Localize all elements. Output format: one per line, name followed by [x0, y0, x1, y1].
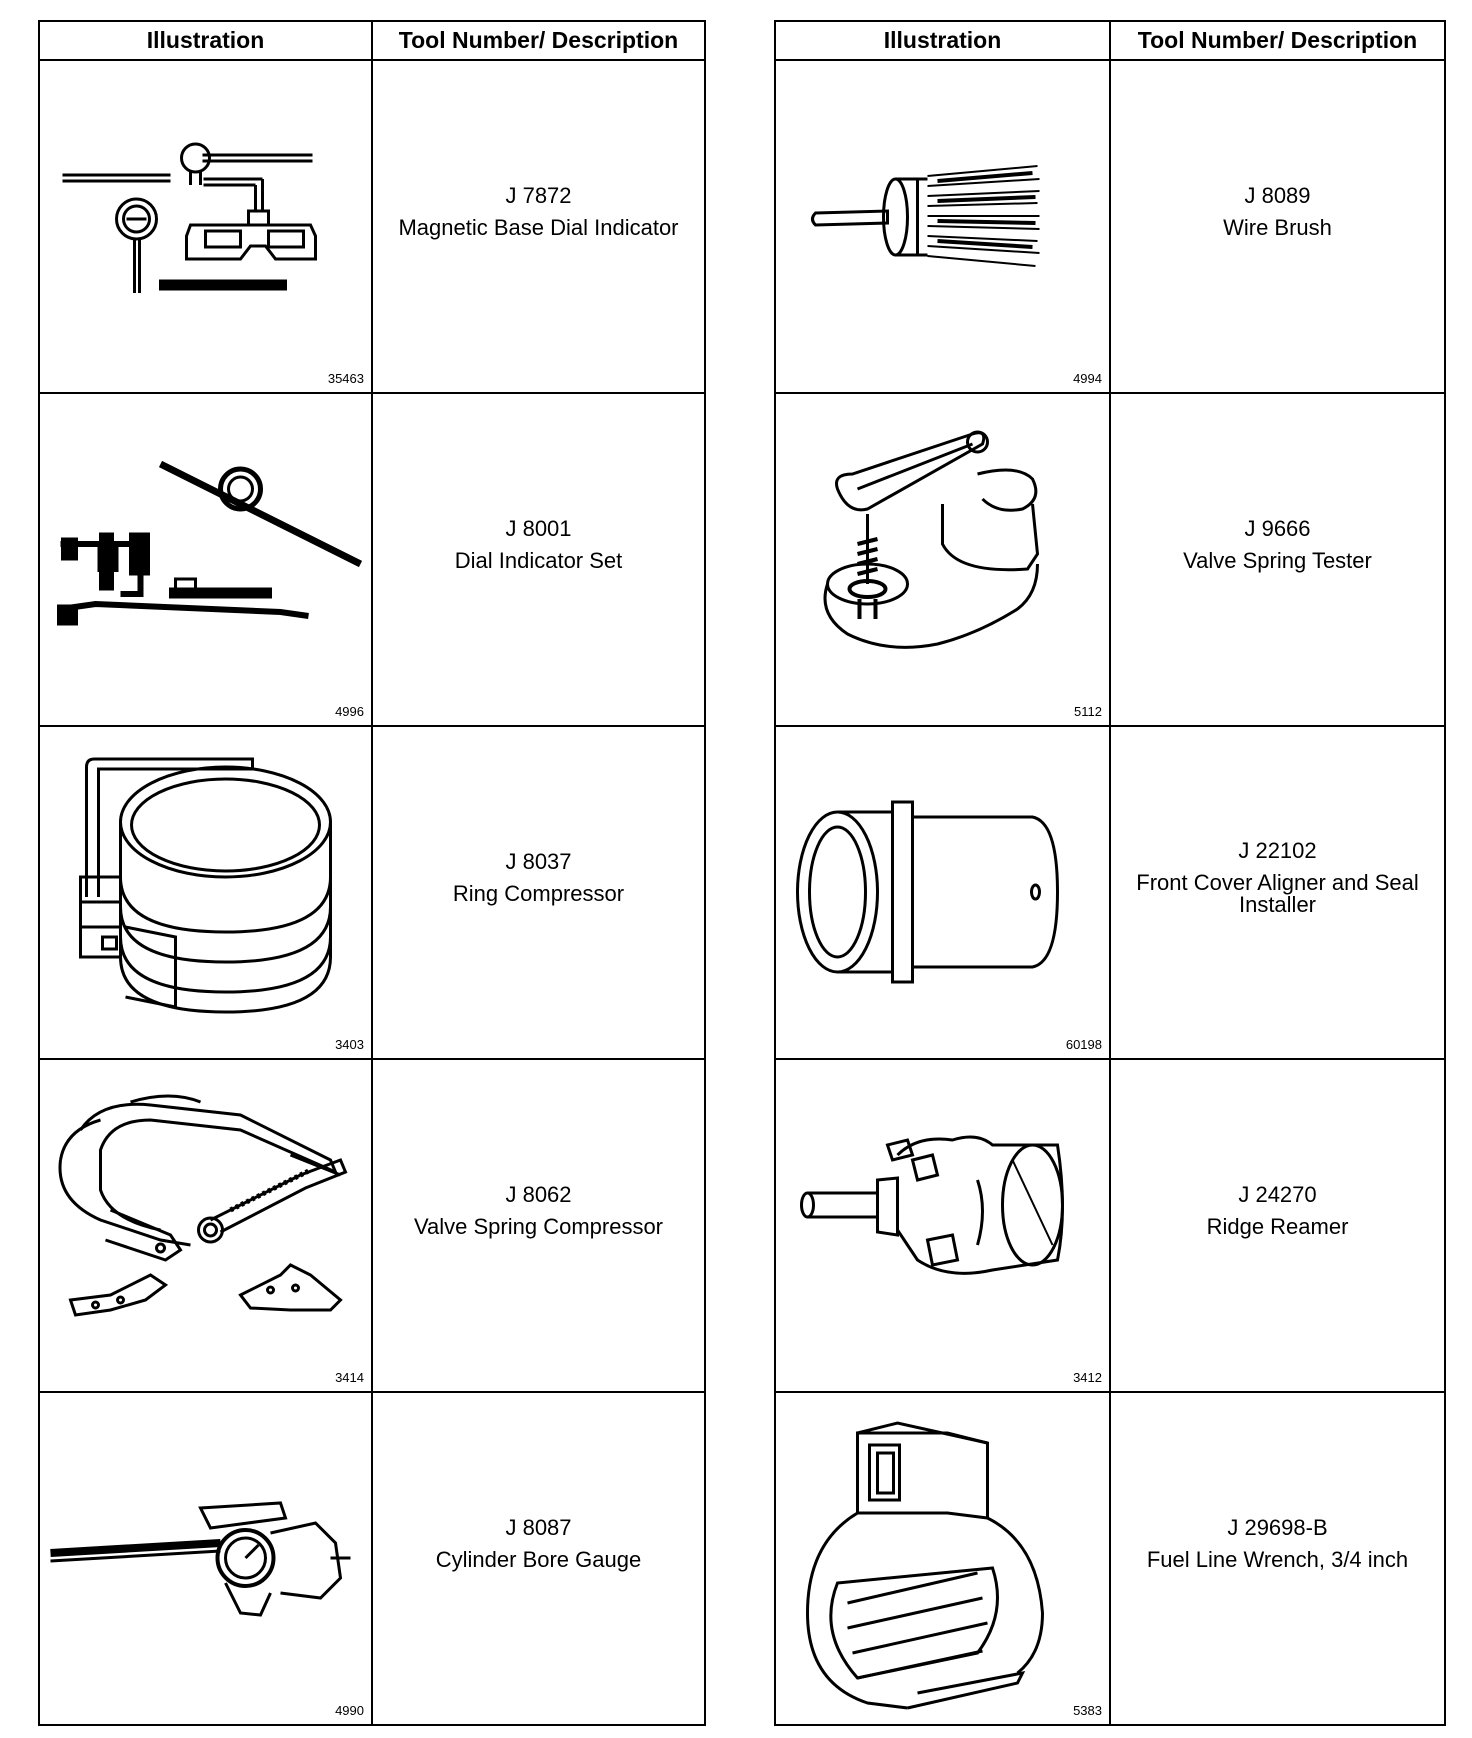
tool-number: J 8087	[505, 1514, 572, 1540]
header-tool-description: Tool Number/ Description	[1110, 21, 1445, 60]
illustration-cell	[775, 1059, 1110, 1392]
figure-number: 4990	[335, 1703, 364, 1718]
table-row	[775, 60, 1445, 393]
valve-spring-compressor-icon	[40, 1060, 371, 1391]
figure-number: 35463	[327, 371, 364, 386]
magnetic-base-dial-indicator-icon	[40, 61, 371, 392]
tool-number: J 24270	[1238, 1181, 1317, 1207]
cylinder-bore-gauge-icon	[40, 1393, 371, 1724]
tool-name: Fuel Line Wrench, 3/4 inch	[1146, 1546, 1409, 1572]
tool-number: J 8062	[505, 1181, 572, 1207]
valve-spring-tester-icon	[776, 394, 1109, 725]
tool-description-cell	[1110, 1392, 1445, 1725]
tool-number: J 9666	[1244, 515, 1311, 541]
table-row	[775, 393, 1445, 726]
illustration-cell	[39, 60, 372, 393]
table-row	[775, 1392, 1445, 1725]
tool-name: Cylinder Bore Gauge	[435, 1546, 642, 1572]
tool-description-cell	[372, 726, 705, 1059]
tool-number: J 8037	[505, 848, 572, 874]
front-cover-aligner-icon	[776, 727, 1109, 1058]
table-row	[39, 60, 705, 393]
table-row	[39, 1059, 705, 1392]
tool-name: Valve Spring Compressor	[413, 1213, 664, 1239]
illustration-cell	[775, 726, 1110, 1059]
tool-description-cell	[1110, 726, 1445, 1059]
illustration-cell	[39, 726, 372, 1059]
table-header-row	[775, 21, 1445, 60]
tool-number: J 7872	[505, 182, 572, 208]
tool-description-cell	[372, 60, 705, 393]
tool-name: Valve Spring Tester	[1183, 547, 1372, 573]
illustration-cell	[39, 393, 372, 726]
tool-name: Ridge Reamer	[1206, 1213, 1349, 1239]
dial-indicator-set-icon	[40, 394, 371, 725]
tool-table-left	[38, 20, 706, 1726]
ring-compressor-icon	[40, 727, 371, 1058]
header-illustration: Illustration	[39, 21, 372, 60]
tool-name: Front Cover Aligner and Seal Installer	[1136, 869, 1419, 917]
tool-table-right	[774, 20, 1446, 1726]
illustration-cell	[775, 393, 1110, 726]
tool-description-cell	[1110, 393, 1445, 726]
tool-number: J 22102	[1238, 837, 1317, 863]
illustration-cell	[39, 1059, 372, 1392]
fuel-line-wrench-icon	[776, 1393, 1109, 1724]
illustration-cell	[775, 60, 1110, 393]
illustration-cell	[39, 1392, 372, 1725]
tool-description-cell	[1110, 1059, 1445, 1392]
table-row	[39, 393, 705, 726]
figure-number: 4994	[1073, 371, 1102, 386]
tool-name: Magnetic Base Dial Indicator	[398, 214, 679, 240]
figure-number: 60198	[1065, 1037, 1102, 1052]
table-row	[39, 726, 705, 1059]
tool-description-cell	[372, 1392, 705, 1725]
tool-name: Wire Brush	[1223, 214, 1332, 240]
illustration-cell	[775, 1392, 1110, 1725]
figure-number: 4996	[335, 704, 364, 719]
ridge-reamer-icon	[776, 1060, 1109, 1391]
table-row	[39, 1392, 705, 1725]
table-row	[775, 726, 1445, 1059]
table-row	[775, 1059, 1445, 1392]
figure-number: 5383	[1073, 1703, 1102, 1718]
table-header-row	[39, 21, 705, 60]
figure-number: 3412	[1073, 1370, 1102, 1385]
tool-description-cell	[372, 393, 705, 726]
figure-number: 3403	[335, 1037, 364, 1052]
tool-name: Ring Compressor	[452, 880, 625, 906]
tool-number: J 8089	[1244, 182, 1311, 208]
tool-description-cell	[372, 1059, 705, 1392]
wire-brush-icon	[776, 61, 1109, 392]
tool-name: Dial Indicator Set	[454, 547, 623, 573]
header-illustration: Illustration	[775, 21, 1110, 60]
figure-number: 3414	[335, 1370, 364, 1385]
tool-number: J 8001	[505, 515, 572, 541]
figure-number: 5112	[1074, 704, 1102, 719]
tool-description-cell	[1110, 60, 1445, 393]
tool-number: J 29698-B	[1227, 1514, 1328, 1540]
header-tool-description: Tool Number/ Description	[372, 21, 705, 60]
